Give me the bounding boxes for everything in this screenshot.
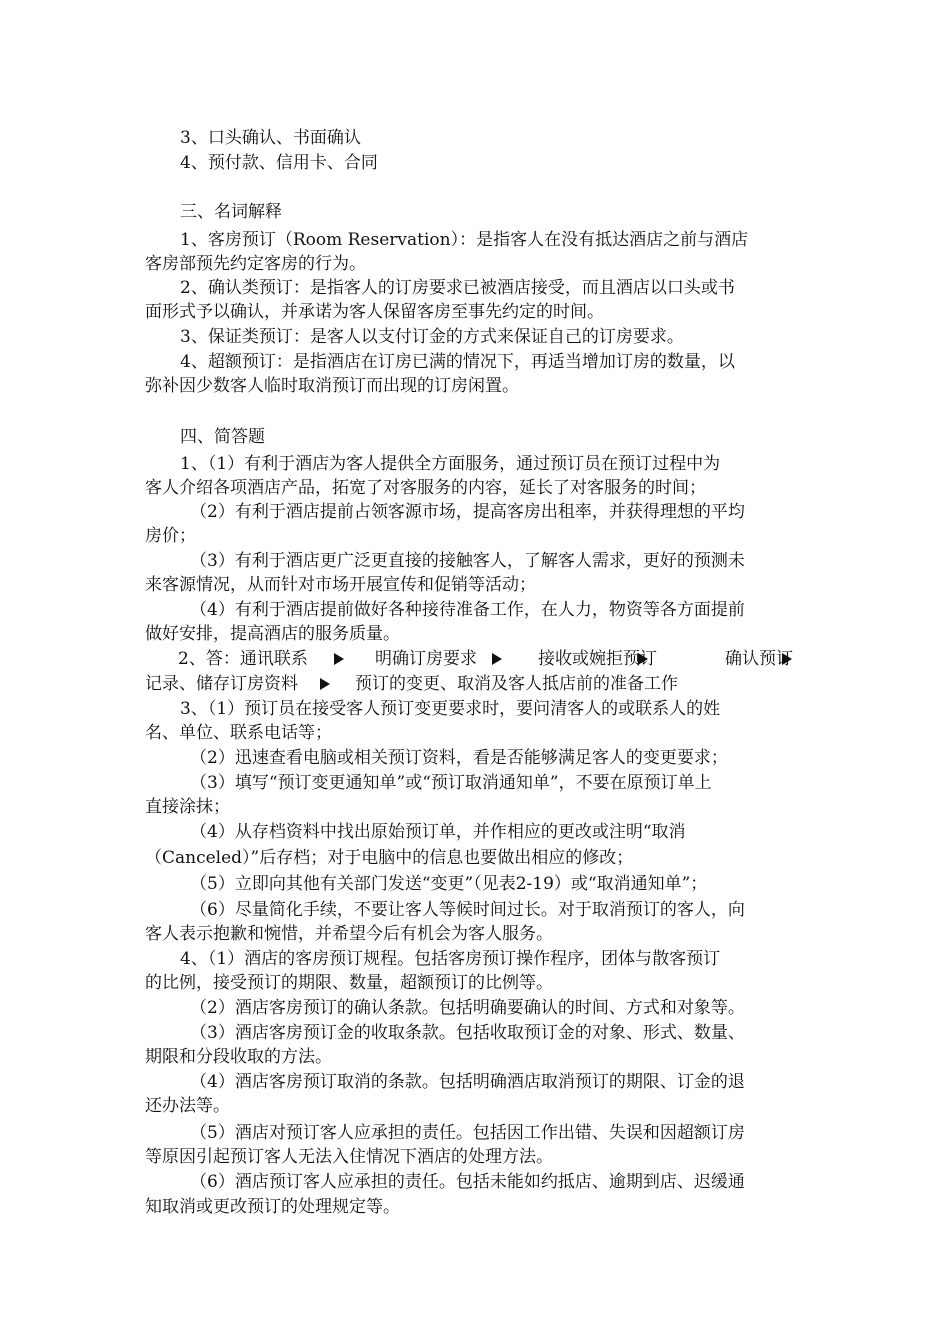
text-line: （2）迅速查看电脑或相关预订资料，看是否能够满足客人的变更要求； [190, 748, 728, 768]
text-line: （Canceled）”后存档；对于电脑中的信息也要做出相应的修改； [145, 848, 634, 868]
text-line: 4、（1）酒店的客房预订规程。包括客房预订操作程序，团体与散客预订 [180, 949, 721, 969]
flow-step: 记录、储存订房资料 [145, 674, 298, 694]
text-line: 知取消或更改预订的处理规定等。 [145, 1197, 400, 1217]
text-line: （4）酒店客房预订取消的条款。包括明确酒店取消预订的期限、订金的退 [190, 1072, 745, 1092]
flow-lead: 2、答：通讯联系 [178, 649, 308, 669]
flow-line-2 [0, 672, 950, 696]
arrow-icon [782, 653, 792, 665]
text-line: 房价； [145, 526, 196, 546]
text-line: 1、客房预订（Room Reservation）：是指客人在没有抵达酒店之前与酒店 [180, 230, 749, 250]
text-line: 期限和分段收取的方法。 [145, 1047, 332, 1067]
text-line: （2）酒店客房预订的确认条款。包括明确要确认的时间、方式和对象等。 [190, 998, 745, 1018]
text-line: 来客源情况，从而针对市场开展宣传和促销等活动； [145, 575, 536, 595]
text-line: 客房部预先约定客房的行为。 [145, 254, 366, 274]
text-line: （5）酒店对预订客人应承担的责任。包括因工作出错、失误和因超额订房 [190, 1123, 745, 1143]
arrow-icon [334, 653, 344, 665]
text-line: （3）填写“预订变更通知单”或“预订取消通知单”，不要在原预订单上 [190, 773, 712, 793]
text-line: 等原因引起预订客人无法入住情况下酒店的处理方法。 [145, 1147, 553, 1167]
arrow-icon [320, 678, 330, 690]
text-line: 3、保证类预订：是客人以支付订金的方式来保证自己的订房要求。 [180, 327, 684, 347]
text-line: 4、预付款、信用卡、合同 [180, 153, 378, 173]
text-line: （6）酒店预订客人应承担的责任。包括未能如约抵店、逾期到店、迟缓通 [190, 1172, 745, 1192]
flow-step: 接收或婉拒预订 [538, 649, 657, 669]
text-line: 客人介绍各项酒店产品，拓宽了对客服务的内容，延长了对客服务的时间； [145, 478, 706, 498]
flow-step: 预订的变更、取消及客人抵店前的准备工作 [355, 674, 678, 694]
flow-line-1 [0, 647, 950, 671]
text-line: （5）立即向其他有关部门发送“变更”（见表2-19）或“取消通知单”； [190, 874, 708, 894]
text-line: 3、（1）预订员在接受客人预订变更要求时，要问清客人的或联系人的姓 [180, 699, 721, 719]
text-line: 还办法等。 [145, 1096, 230, 1116]
text-line: （3）有利于酒店更广泛更直接的接触客人，了解客人需求，更好的预测未 [190, 551, 745, 571]
text-line: 做好安排，提高酒店的服务质量。 [145, 624, 400, 644]
arrow-icon [492, 653, 502, 665]
arrow-icon [638, 653, 648, 665]
text-line: 1、（1）有利于酒店为客人提供全方面服务，通过预订员在预订过程中为 [180, 454, 721, 474]
flow-step: 明确订房要求 [375, 649, 477, 669]
section-heading: 四、简答题 [180, 427, 265, 447]
text-line: 的比例，接受预订的期限、数量，超额预订的比例等。 [145, 973, 553, 993]
text-line: 4、超额预订：是指酒店在订房已满的情况下，再适当增加订房的数量，以 [180, 352, 735, 372]
text-line: （3）酒店客房预订金的收取条款。包括收取预订金的对象、形式、数量、 [190, 1023, 745, 1043]
text-line: 直接涂抹； [145, 797, 230, 817]
text-line: （4）有利于酒店提前做好各种接待准备工作，在人力，物资等各方面提前 [190, 600, 745, 620]
text-line: 弥补因少数客人临时取消预订而出现的订房闲置。 [145, 376, 519, 396]
text-line: 客人表示抱歉和惋惜，并希望今后有机会为客人服务。 [145, 924, 553, 944]
text-line: （2）有利于酒店提前占领客源市场，提高客房出租率，并获得理想的平均 [190, 502, 745, 522]
text-line: （6）尽量简化手续，不要让客人等候时间过长。对于取消预订的客人，向 [190, 900, 745, 920]
text-line: 面形式予以确认，并承诺为客人保留客房至事先约定的时间。 [145, 302, 604, 322]
text-line: （4）从存档资料中找出原始预订单，并作相应的更改或注明“取消 [190, 822, 686, 842]
text-line: 3、口头确认、书面确认 [180, 128, 361, 148]
flow-step: 确认预订 [725, 649, 793, 669]
section-heading: 三、名词解释 [180, 202, 282, 222]
text-line: 2、确认类预订：是指客人的订房要求已被酒店接受，而且酒店以口头或书 [180, 278, 735, 298]
text-line: 名、单位、联系电话等； [145, 723, 332, 743]
